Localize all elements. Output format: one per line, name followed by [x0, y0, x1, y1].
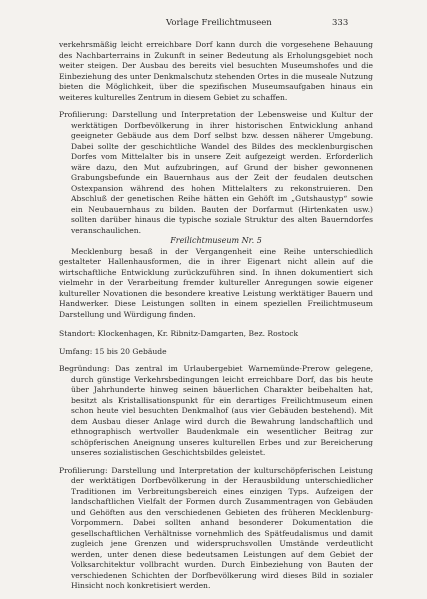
profilierung-paragraph-2: Profilierung: Darstellung und Interpretation der kulturschöpferischen Leistung der werktätigen Dorfbevölkerung in der Herausbildung unterschiedlicher Traditionen im Verbreitungsbereich eines einzigen Typs. Aufzeigen der landschaftlichen Vielfalt der Formen durch Zusammentragen von Gebäuden und Gehöften aus den verschiedenen Gebieten des früheren Mecklenburg-Vorpommern. Dabei sollten anhand besonderer Dokumentation die gesellschaftlichen Verhältnisse vornehmlich des Spätfeudalismus und damit zugleich jene Grenzen und widerspruchsvollen Umstände verdeutlicht werden, unter denen diese bedeutsamen Leistungen auf dem Gebiet der Volksarchitektur vollbracht wurden. Durch Einbeziehung von Bauten der verschiedenen Schichten der Dorfbevölkerung wird dieses Bild in sozialer Hinsicht noch konkretisiert werden. — [59, 465, 373, 590]
body-text — [59, 40, 373, 592]
section-heading: Freilichtmuseum Nr. 5 — [170, 236, 262, 245]
profilierung-paragraph-1: Profilierung: Darstellung und Interpretation der Lebensweise und Kultur der werktätigen Dorfbevölkerung in ihrer historischen Entwicklung anhand geeigneter Gebäude aus dem Dorf selbst bzw. dessen näherer Umgebung. Dabei sollte der geschichtliche Wandel des Bildes des mecklenburgischen Dorfes vom Mittelalter bis in unsere Zeit aufgezeigt werden. Erforderlich wäre dazu, den Mut aufzubringen, auf Grund der bisher gewonnenen Grabungsbefunde ein Bauernhaus aus der Zeit der feudalen deutschen Ostexpansion während des hohen Mittelalters zu rekonstruieren. Den Abschluß der genetischen Reihe hätten ein Gehöft im „Gutshaustyp“ sowie ein Neubauernhaus zu bilden. Bauten der Dorfarmut (Hirtenkaten usw.) sollten darüber hinaus die typische soziale Struktur des alten Bauerndorfes veranschaulichen. — [59, 110, 373, 235]
begruendung-paragraph: Begründung: Das zentral im Urlaubergebiet Warnemünde-Prerow gelegene, durch günstige Verkehrsbedingungen leicht erreichbare Dorf, das bis heute über Jahrhunderte hinweg seinen bäuerlichen Charakter beibehalten hat, besitzt als Kristallisationspunkt für ein derartiges Freilichtmuseum einen schon heute viel besuchten Denkmalhof (aus vier Gebäuden bestehend). Mit dem Ausbau dieser Anlage wird durch die Bewahrung landschaftlich und ethnographisch wertvoller Baudenkmale ein wesentlicher Beitrag zur schöpferischen Aneignung unseres kulturellen Erbes und zur Bereicherung unseres sozialistischen Geschichtsbildes geleistet. — [59, 364, 373, 457]
running-header — [0, 18, 427, 32]
page-number: 333 — [332, 18, 349, 28]
umfang-line: Umfang: 15 bis 20 Gebäude — [59, 346, 167, 356]
section-intro-paragraph: Mecklenburg besaß in der Vergangenheit eine Reihe unterschiedlich gestalteter Hallenhausformen, die in ihrer Eigenart nicht allein auf die wirtschaftliche Entwicklung zurückzuführen sind. In ihnen dokumentiert sich vielmehr in der Verarbeitung fremder kultureller Anregungen sowie eigener kultureller Novationen die besondere kreative Leistung werktätiger Bauern und Handwerker. Diese Leistungen sollten in einem speziellen Freilichtmuseum Darstellung und Würdigung finden. — [59, 246, 373, 319]
intro-paragraph: verkehrsmäßig leicht erreichbare Dorf kann durch die vorgesehene Behauung des Nachbarterrains in Zukunft in seiner Bedeutung als Erholungsgebiet noch weiter steigen. Der Ausbau des bereits viel besuchten Museumshofes und die Einbeziehung des unter Denkmalschutz stehenden Ortes in die museale Nutzung bieten die Möglichkeit, über die spezifischen Museumsaufgaben hinaus ein weiteres kulturelles Zentrum in diesem Gebiet zu schaffen. — [59, 40, 373, 102]
running-title: Vorlage Freilichtmuseen — [166, 18, 272, 28]
standort-line: Standort: Klockenhagen, Kr. Ribnitz-Damgarten, Bez. Rostock — [59, 329, 299, 338]
